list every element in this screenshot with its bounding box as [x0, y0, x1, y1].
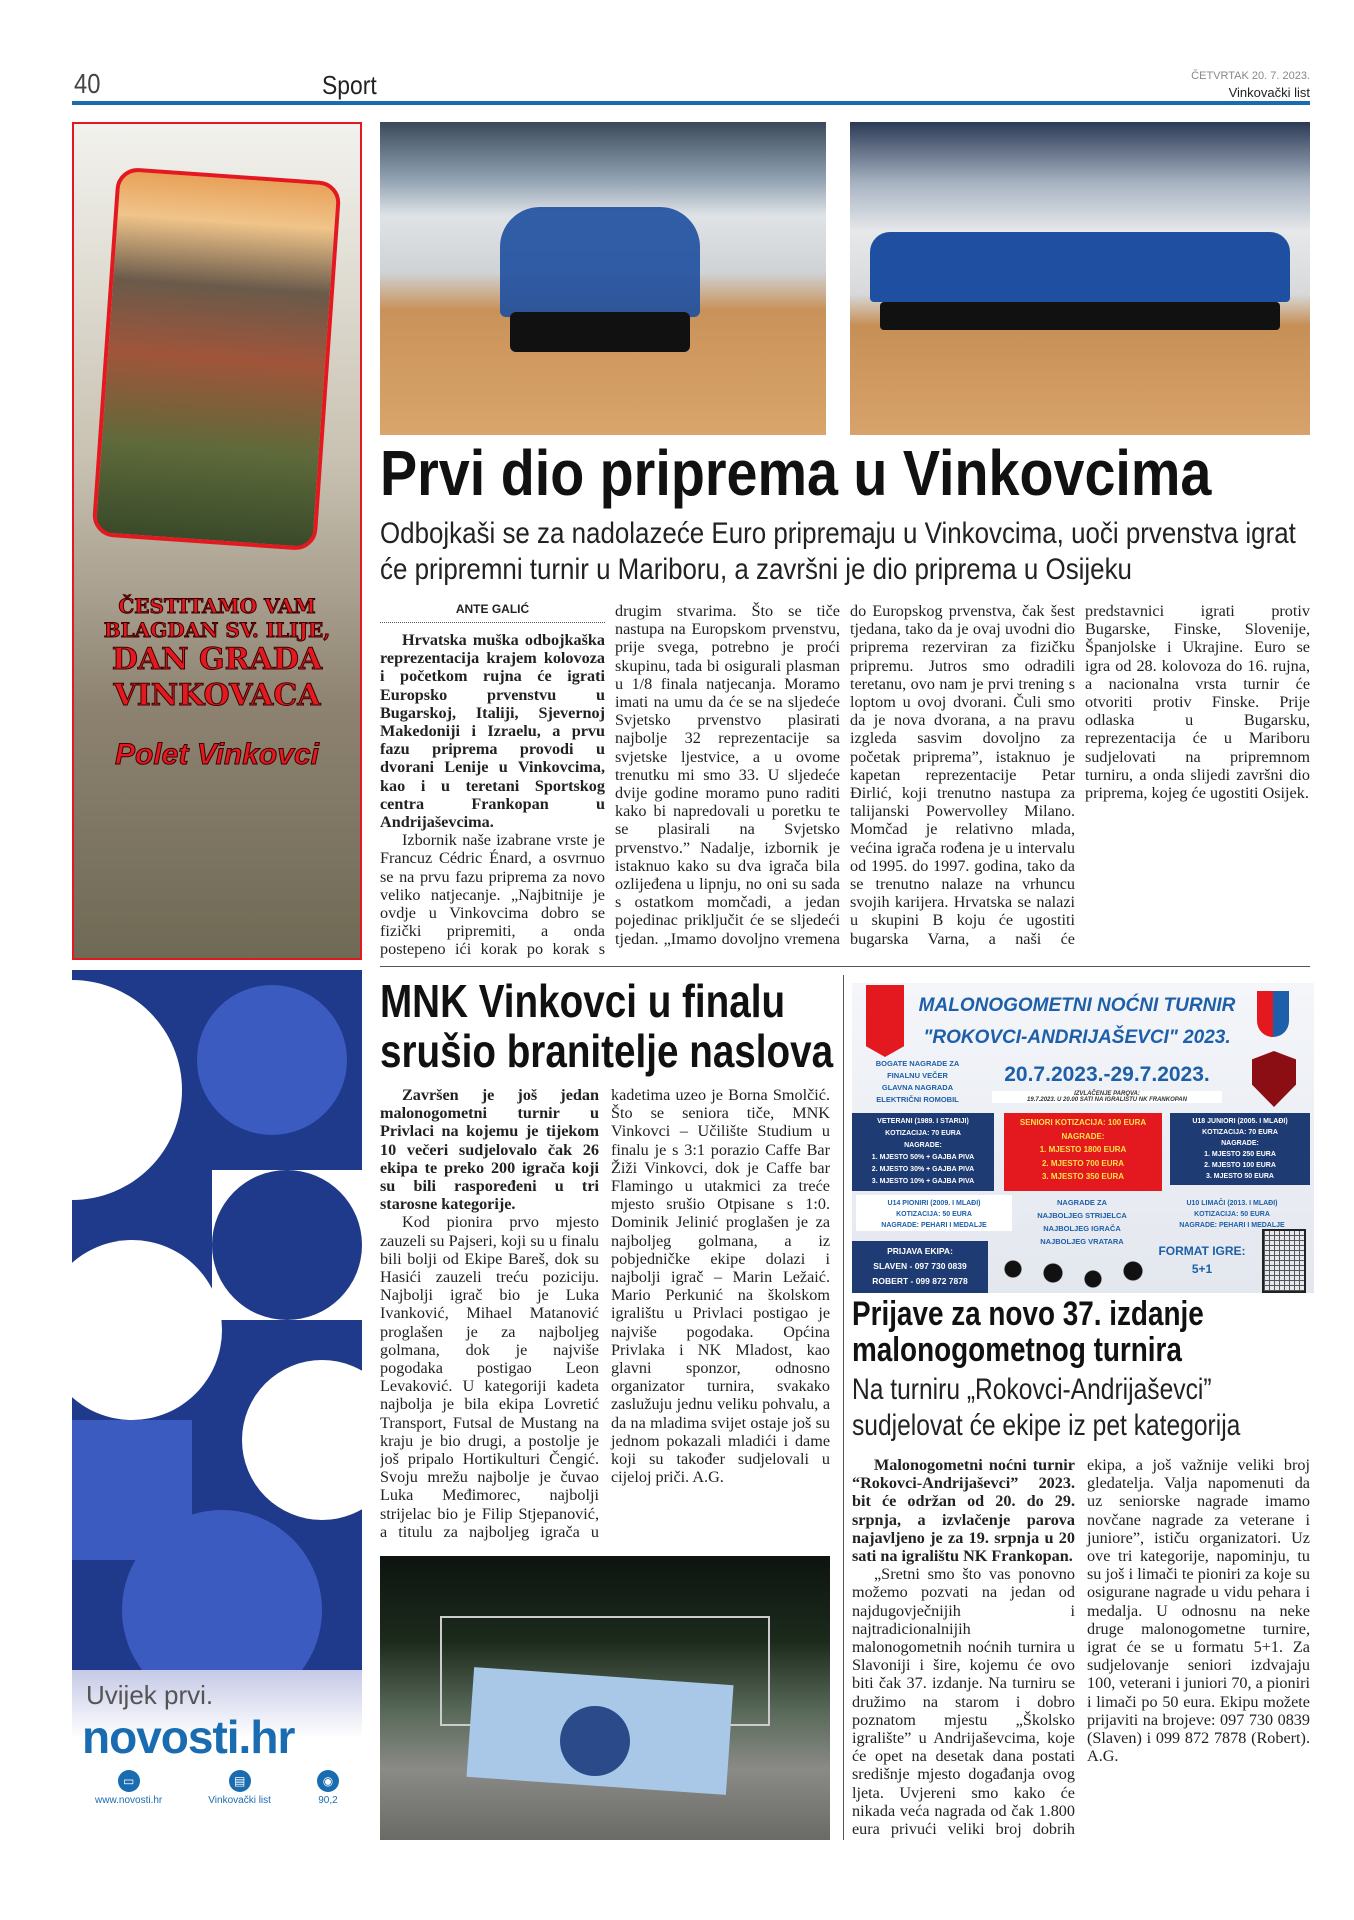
- poster-text: KOTIZACIJA: 50 EURA: [1194, 1211, 1270, 1218]
- poster-main-prize: [860, 1055, 975, 1109]
- poster-text: NAGRADE:: [904, 1142, 942, 1149]
- header-rule: [72, 101, 1310, 105]
- poster-text: NAGRADE ZA: [1057, 1198, 1107, 1207]
- ad-dan-grada[interactable]: [72, 122, 362, 960]
- poster-text: 3. MJESTO 50 EURA: [1206, 1173, 1274, 1180]
- monitor-icon: ▭: [118, 1770, 140, 1792]
- poster-veterani: [852, 1113, 994, 1191]
- newspaper-name: Vinkovački list: [1228, 85, 1310, 100]
- ad-line-4: VINKOVACA: [113, 678, 321, 713]
- poster-text: U18 JUNIORI (2005. I MLAĐI): [1192, 1118, 1288, 1125]
- poster-limaci: [1162, 1195, 1302, 1231]
- poster-text: 3. MJESTO 10% + GAJBA PIVA: [871, 1178, 975, 1185]
- ad-novosti[interactable]: [72, 970, 362, 1840]
- article-3-subtitle-line-1: Na turniru „Rokovci-Andrijaševci”: [852, 1373, 1212, 1406]
- poster-individual-prizes: [1012, 1193, 1152, 1249]
- article-1-byline: ANTE GALIĆ: [380, 602, 605, 623]
- poster-text: 2. MJESTO 30% + GAJBA PIVA: [871, 1166, 975, 1173]
- poster-text: U14 PIONIRI (2009. I MLAĐI): [887, 1200, 981, 1207]
- poster-text: 5+1: [1191, 1262, 1213, 1276]
- article-2-lead: Završen je još jedan malonogometni turnir u Privlaci na kojemu je tijekom 10 večeri sudjelovalo čak 26 ekipa te preko 200 igrača koji su bili raspoređeni u tri starosne kategorije.: [380, 1086, 599, 1214]
- page-number: 40: [74, 68, 101, 99]
- article-3-headline: [852, 1296, 1204, 1368]
- ad-brand-logo: novosti.hr: [82, 1711, 295, 1763]
- frankopan-crest-icon: [1257, 991, 1289, 1037]
- poster-text: NAGRADE: PEHARI I MEDALJE: [881, 1222, 987, 1229]
- poster-text: VETERANI (1989. I STARIJI): [877, 1118, 969, 1125]
- poster-text: NAJBOLJEG STRIJELCA: [1037, 1211, 1127, 1220]
- column-divider: [843, 975, 844, 1840]
- ad-item-label: Vinkovački list: [208, 1795, 271, 1806]
- poster-text: NAJBOLJEG IGRAČA: [1043, 1224, 1121, 1233]
- article-3-text: „Sretni smo što vas ponovno možemo pozvati na jedan od najdugovječnijih i najtradicionalnijih malonogometnih noćnih turnira u Slavoniji i šire, kojemu će ovo biti čak 37. izdanje. Na turniru se družimo na starom i dobro poznatom mjestu „Školsko igralište” u Andrijaševcima, koje će opet na desetak dana postati središnje mjesto događanja ovog ljeta. Uvjereni smo kako će nikada veća nagrada od čak 1.800 eura privući veliki broj dobrih ekipa, a još važnije veliki broj gledatelja. Valja napomenuti da uz seniorske nagrade imamo novčane nagrade za veterane i juniore”, ističu organizatori. Uz ove tri kategorije, napominju, tu su još i limači te pioniri za koje su osigurane nagrade u vidu pehara i medalja. U odnosnu na neke druge malonogometne turnire, igrat će se u formatu 5+1. Za sudjelovanje seniori izdvajaju 100, veterani i juniori 70, a pioniri i limači po 50 eura. Ekipu možete prijaviti na brojeve: 097 730 0839 (Slaven) i 099 872 7878 (Robert). A.G.: [852, 1456, 1310, 1839]
- article-3-subtitle-line-2: sudjelovat će ekipe iz pet kategorija: [852, 1409, 1241, 1442]
- rokovci-crest-icon: [866, 985, 904, 1057]
- poster-text: NAGRADE: PEHARI I MEDALJE: [1179, 1222, 1285, 1229]
- ad-item-radio[interactable]: [317, 1770, 339, 1806]
- poster-dates: 20.7.2023.-29.7.2023.: [1004, 1063, 1210, 1086]
- futsal-team-photo: [380, 1556, 830, 1840]
- ad-item-label: www.novosti.hr: [95, 1795, 163, 1806]
- ad-item-paper[interactable]: [208, 1770, 271, 1806]
- mustang-crest-icon: [1252, 1051, 1296, 1107]
- ad-brand: Polet Vinkovci: [115, 738, 319, 771]
- ad-item-web[interactable]: [95, 1770, 162, 1806]
- article-2-headline: [380, 976, 833, 1076]
- tournament-poster: [852, 983, 1314, 1293]
- section-title: Sport: [322, 70, 377, 100]
- ad-item-label: 90,2: [318, 1795, 338, 1806]
- poster-text: BOGATE NAGRADE ZA: [875, 1059, 960, 1068]
- poster-text: SENIORI KOTIZACIJA: 100 EURA: [1019, 1118, 1147, 1127]
- poster-text: U10 LIMAČI (2013. I MLAĐI): [1186, 1200, 1278, 1207]
- poster-text: 1. MJESTO 1800 EURA: [1039, 1145, 1127, 1154]
- player-silhouettes-icon: [997, 1253, 1157, 1293]
- radio-antenna-icon: ◉: [317, 1770, 339, 1792]
- ad-slogan: Uvijek prvi.: [86, 1680, 214, 1710]
- newspaper-icon: ▤: [229, 1770, 251, 1792]
- poster-text: 2. MJESTO 700 EURA: [1041, 1158, 1125, 1168]
- volleyball-team-photo-2: [850, 122, 1310, 435]
- article-3-headline-line-2: malonogometnog turnira: [852, 1331, 1182, 1369]
- volleyball-team-photo-1: [380, 122, 826, 435]
- poster-format: [1157, 1239, 1247, 1278]
- poster-text: 1. MJESTO 250 EURA: [1204, 1151, 1276, 1158]
- poster-juniori: [1170, 1113, 1310, 1185]
- poster-draw: [992, 1091, 1222, 1103]
- article-2-text: Kod pionira prvo mjesto zauzeli su Pajseri, koji su u finalu bili bolji od Ekipe Bareš, dok su Hasići zauzeli treću poziciju. Najbolji igrač bio je Luka Ivanković, Mihael Matanović proglašen je za najboljeg golmana, dok je najviše pogodaka postigao Leon Levaković. U kategoriji kadeta najbolja je bila ekipa Lovretić Transport, Futsal de Mustang na kraju je bio drugi, a postolje je još pripalo Hortikulturi Čengić. Svoju mrežu najbolje je čuvao Luka Međimorec, najbolji strijelac bio je Filip Stjepanović, a titulu za najboljeg igrača u kadetima uzeo je Borna Smolčić. Što se seniora tiče, MNK Vinkovci – Učilište Studium u finalu je s 3:1 porazio Caffe Bar Žiži Vinkovci, dok je Caffe bar Flamingo u utakmici za treće mjesto srušio Otpisane s 1:0. Dominik Jelinić proglašen je za najboljeg golmana, a iz pobjedničke ekipe dolazi i najbolji igrač – Marin Ležaić. Mario Perkunić na školskom igralištu u Privlaci postigao je najviše pogodaka. Općina Privlaka i NK Mladost, kao glavni sponzor, odnosno organizator turnira, svakako zaslužuju jednu veliku pohvalu, a da na mladima svijet ostaje još su jednom pokazali mladići i dame koji su također sudjelovali u cijeloj priči. A.G.: [380, 1086, 830, 1541]
- poster-text: KOTIZACIJA: 70 EURA: [885, 1130, 961, 1137]
- poster-text: IZVLAČENJE PAROVA:: [1074, 1091, 1140, 1097]
- poster-text: NAGRADE:: [1221, 1140, 1259, 1147]
- ad-line-3: DAN GRADA: [111, 642, 323, 677]
- ad-line-2: BLAGDAN SV. ILIJE,: [103, 618, 331, 642]
- goal-net-icon: [1262, 1229, 1306, 1293]
- poster-text: 1. MJESTO 50% + GAJBA PIVA: [871, 1154, 975, 1161]
- ad-geometric-pattern: [72, 970, 362, 1690]
- article-1-body: [380, 602, 1310, 960]
- poster-text: 3. MJESTO 350 EURA: [1041, 1172, 1125, 1181]
- poster-text: SLAVEN - 097 730 0839: [873, 1261, 967, 1271]
- poster-text: GLAVNA NAGRADA: [881, 1083, 954, 1092]
- poster-text: 19.7.2023. U 20.00 SATI NA IGRALIŠTU NK FRANKOPAN: [1027, 1097, 1187, 1103]
- poster-seniori: [1004, 1113, 1162, 1191]
- poster-pioniri: [856, 1195, 1012, 1231]
- poster-text: FINALNU VEČER: [887, 1071, 948, 1080]
- article-1-headline: Prvi dio priprema u Vinkovcima: [380, 437, 1212, 509]
- poster-text: ELEKTRIČNI ROMOBIL: [876, 1095, 959, 1104]
- article-2-body: [380, 1086, 830, 1546]
- article-3-body: [852, 1456, 1310, 1848]
- article-3-subtitle: [852, 1372, 1240, 1444]
- poster-text: KOTIZACIJA: 70 EURA: [1202, 1129, 1278, 1136]
- article-1-subtitle: Odbojkaši se za nadolazeće Euro pripremaju u Vinkovcima, uoči prvenstva igrat će pripremni turnir u Mariboru, a završni je dio priprema u Osijeku: [380, 517, 1296, 586]
- article-2-headline-line-1: MNK Vinkovci u finalu: [380, 975, 786, 1027]
- article-2-headline-line-2: srušio branitelje naslova: [380, 1025, 834, 1077]
- article-1-text: Izbornik naše izabrane vrste je Francuz Cédric Énard, a osvrnuo se na prvu fazu priprema za novo veliko natjecanje. „Najbitnije je ovdje u Vinkovcima dobro se fizički pripremiti, a onda postepeno ići korak po korak s drugim stvarima. Što se tiče nastupa na Europskom prvenstvu, prije svega, potrebno je proći skupinu, tada bi osigurali plasman u 1/8 finala natjecanja. Moramo imati na umu da će se na sljedeće Svjetsko prvenstvo plasirati najbolje 32 reprezentacije sa svjetske ljestvice, a u ovome trenutku mi smo 33. U sljedeće dvije godine moramo puno raditi kako bi napredovali u poretku te se plasirali na Svjetsko prvenstvo.” Nadalje, izbornik je istaknuo kako su dva igrača bila ozlijeđena u lipnju, no oni su sada s ostatkom momčadi, a jedan pojedinac priključit će se sljedeći tjedan. „Imamo dovoljno vremena do Europskog prvenstva, čak šest tjedana, tako da je ovaj uvodni dio priprema rezerviran za fizičku pripremu. Jutros smo odradili teretanu, ovo nam je prvi trening s loptom u ovoj dvorani. Čuli smo da je nova dvorana, a na pravu izgleda sasvim dovoljno za početak priprema”, istaknuo je kapetan reprezentacije Petar Đirlić, koji trenutno nastupa za talijanski Powervolley Milano. Momčad je relativno mlada, većina igrača rođena je u intervalu od 1995. do 1997. godina, tako da se trenutno nalaze na vrhuncu svojih karijera. Hrvatska se nalazi u skupini B koju će ugostiti bugarska Varna, a naši će predstavnici igrati protiv Bugarske, Finske, Slovenije, Španjolske i Ukrajine. Euro se igra od 28. kolovoza do 16. rujna, a nacionalna vrsta turnir će otvoriti protiv Finske. Prije odlaska u Bugarsku, reprezentacija će u Mariboru sudjelovati na pripremnom turniru, a onda slijedi završni dio priprema, kojeg će ugostiti Osijek.: [380, 602, 1310, 959]
- poster-text: NAJBOLJEG VRATARA: [1040, 1237, 1124, 1246]
- poster-text: ROBERT - 099 872 7878: [872, 1276, 968, 1286]
- poster-signup: [852, 1241, 988, 1293]
- ad-city-photo: [91, 167, 341, 552]
- poster-text: PRIJAVA EKIPA:: [887, 1246, 953, 1256]
- article-3-headline-line-1: Prijave za novo 37. izdanje: [852, 1295, 1204, 1333]
- poster-text: FORMAT IGRE:: [1158, 1244, 1246, 1258]
- section-divider: [380, 966, 1310, 967]
- poster-text: 2. MJESTO 100 EURA: [1204, 1162, 1276, 1169]
- article-1-lead: Hrvatska muška odbojkaška reprezentacija krajem kolovoza i početkom rujna će igrati Europsko prvenstvu u Bugarskoj, Italiji, Sjevernoj Makedoniji i Izraelu, a prvu fazu priprema provodi u dvorani Lenije u Vinkovcima, kao i u teretani Sportskog centra Frankopan u Andrijaševcima.: [380, 631, 605, 832]
- poster-text: KOTIZACIJA: 50 EURA: [896, 1211, 972, 1218]
- article-3-lead: Malonogometni noćni turnir “Rokovci-Andrijaševci” 2023. bit će održan od 20. do 29. srpnja, a izvlačenje parova najavljeno je za 19. srpnja u 20 sati na igralištu NK Frankopan.: [852, 1456, 1075, 1566]
- poster-title-1: MALONOGOMETNI NOĆNI TURNIR: [918, 995, 1236, 1016]
- issue-date: ČETVRTAK 20. 7. 2023.: [1191, 70, 1310, 82]
- ad-line-1: ČESTITAMO VAM: [118, 594, 316, 618]
- poster-text: NAGRADE:: [1061, 1131, 1105, 1141]
- poster-title-2: "ROKOVCI-ANDRIJAŠEVCI" 2023.: [923, 1027, 1231, 1048]
